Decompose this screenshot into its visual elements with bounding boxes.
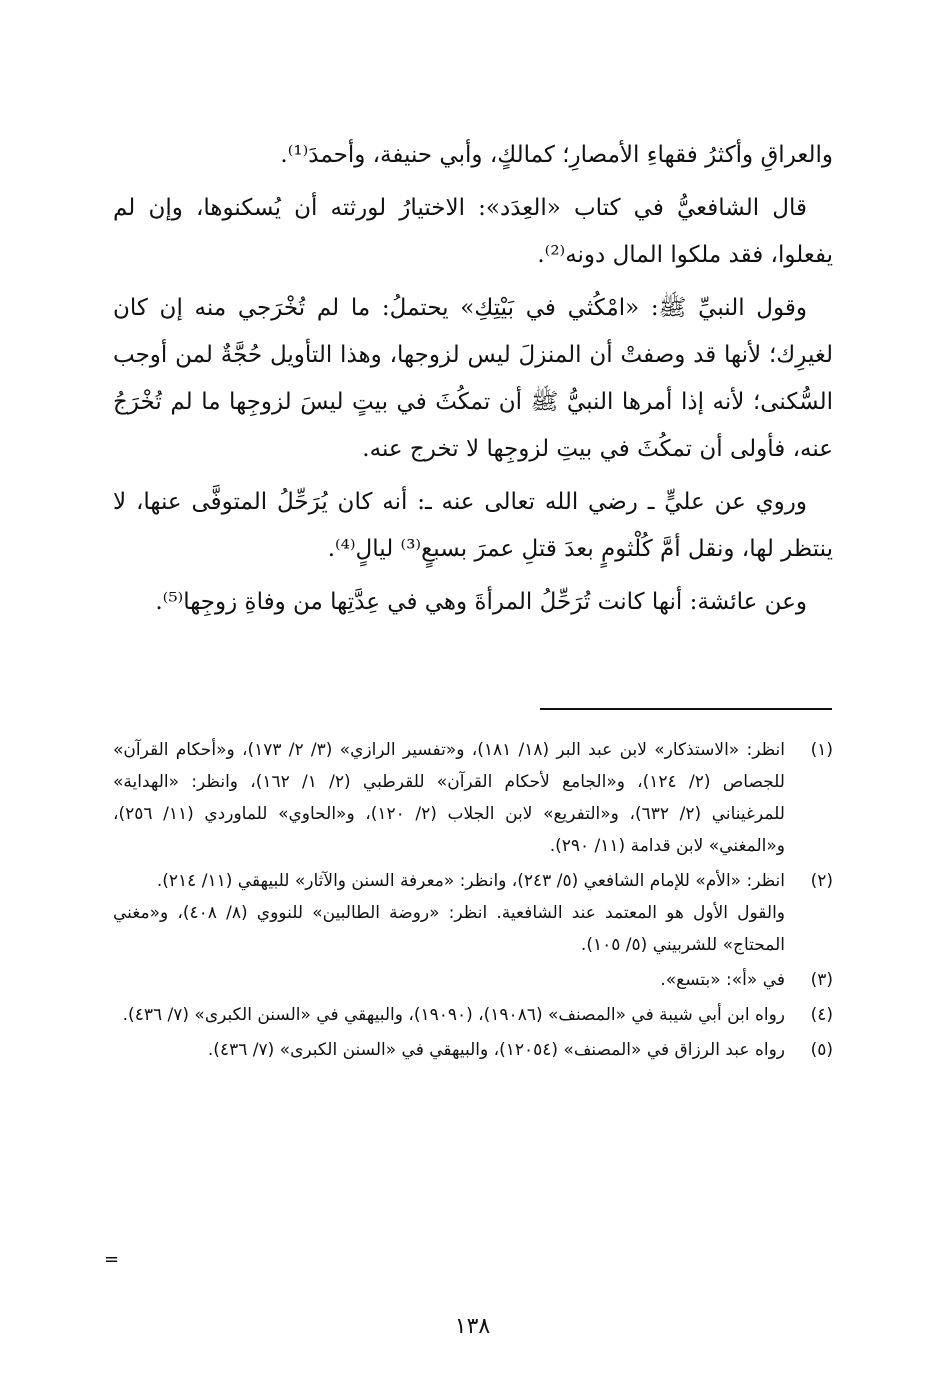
- footnote-divider: [540, 708, 832, 710]
- footnote-2: [113, 865, 833, 961]
- footnote-number: (٥): [810, 1040, 833, 1060]
- footnote-text: رواه عبد الرزاق في «المصنف» (١٢٠٥٤)، والبيهقي في «السنن الكبرى» (٧/ ٤٣٦).: [207, 1040, 785, 1060]
- footnote-number: (٤): [810, 1005, 833, 1025]
- body-paragraph: وقول النبيِّ ﷺ: «امْكُثي في بَيْتِكِ» يحتملُ: ما لم تُخْرَجي منه إن كان لغيرِك؛ لأنها قد وصفتْ أن المنزلَ ليس لزوجها، وهذا التأويل حُجَّةٌ لمن أوجب السُّكنى؛ لأنه إذا أمرها النبيُّ ﷺ أن تمكُثَ في بيتٍ ليسَ لزوجِها ما لم تُخْرَجُ عنه، فأولى أن تمكُثَ في بيتِ لزوجِها لا تخرج عنه.: [113, 295, 833, 462]
- footnote-text: والقول الأول هو المعتمد عند الشافعية. انظر: «روضة الطالبين» للنووي (٨/ ٤٠٨)، و«مغني المحتاج» للشربيني (٥/ ١٠٥).: [113, 903, 785, 955]
- main-text: [113, 132, 833, 632]
- body-paragraph: والعراقِ وأكثرُ فقهاءِ الأمصارِ؛ كمالكٍ، وأبي حنيفة، وأحمدَ⁽¹⁾.: [280, 142, 833, 168]
- footnote-number: (١): [810, 740, 833, 760]
- footnote-5: [113, 1034, 833, 1066]
- footnote-text: رواه ابن أبي شيبة في «المصنف» (١٩٠٨٦)، (١٩٠٩٠)، والبيهقي في «السنن الكبرى» (٧/ ٤٣٦).: [122, 1005, 785, 1025]
- footnote-text: انظر: «الأم» للإمام الشافعي (٥/ ٢٤٣)، وانظر: «معرفة السنن والآثار» للبيهقي (١١/ ٢١٤).: [156, 871, 785, 891]
- footnote-body: [113, 734, 785, 862]
- footnote-number: (٣): [810, 970, 833, 990]
- footnote-text: في «أ»: «بتسع».: [660, 970, 785, 990]
- footnotes: [113, 734, 833, 1069]
- body-paragraph: وروي عن عليٍّ ـ رضي الله تعالى عنه ـ: أنه كان يُرَحِّلُ المتوفَّى عنها، لا ينتظر لها، ونقل أمَّ كُلْثومٍ بعدَ قتلِ عمرَ بسبعٍ⁽³⁾ ليالٍ⁽⁴⁾.: [113, 489, 833, 562]
- continuation-mark: =: [104, 1249, 120, 1270]
- page-number: ١٣٨: [454, 1314, 491, 1339]
- footnote-body: [113, 865, 785, 961]
- footnote-text: انظر: «الاستذكار» لابن عبد البر (١٨/ ١٨١)، و«تفسير الرازي» (٣/ ٢/ ١٧٣)، و«أحكام القرآن» للجصاص (٢/ ١٢٤)، و«الجامع لأحكام القرآن» للقرطبي (٢/ ١/ ١٦٢)، وانظر: «الهداية» للمرغيناني (٢/ ٦٣٢)، و«التفريع» لابن الجلاب (٢/ ١٢٠)، و«الحاوي» للماوردي (١١/ ٢٥٦)، و«المغني» لابن قدامة (١١/ ٢٩٠).: [113, 740, 785, 856]
- body-paragraph: قال الشافعيُّ في كتاب «العِدَد»: الاختيارُ لورثته أن يُسكنوها، وإن لم يفعلوا، فقد ملكوا المال دونه⁽²⁾.: [113, 195, 833, 268]
- footnote-3: [113, 964, 833, 996]
- footnote-body: [113, 999, 785, 1031]
- footnote-number: (٢): [810, 871, 833, 891]
- body-paragraph: وعن عائشة: أنها كانت تُرَحِّلُ المرأةَ وهي في عِدَّتِها من وفاةِ زوجِها⁽⁵⁾.: [155, 589, 807, 615]
- footnote-body: [113, 1034, 785, 1066]
- footnote-body: [113, 964, 785, 996]
- footnote-4: [113, 999, 833, 1031]
- footnote-1: [113, 734, 833, 862]
